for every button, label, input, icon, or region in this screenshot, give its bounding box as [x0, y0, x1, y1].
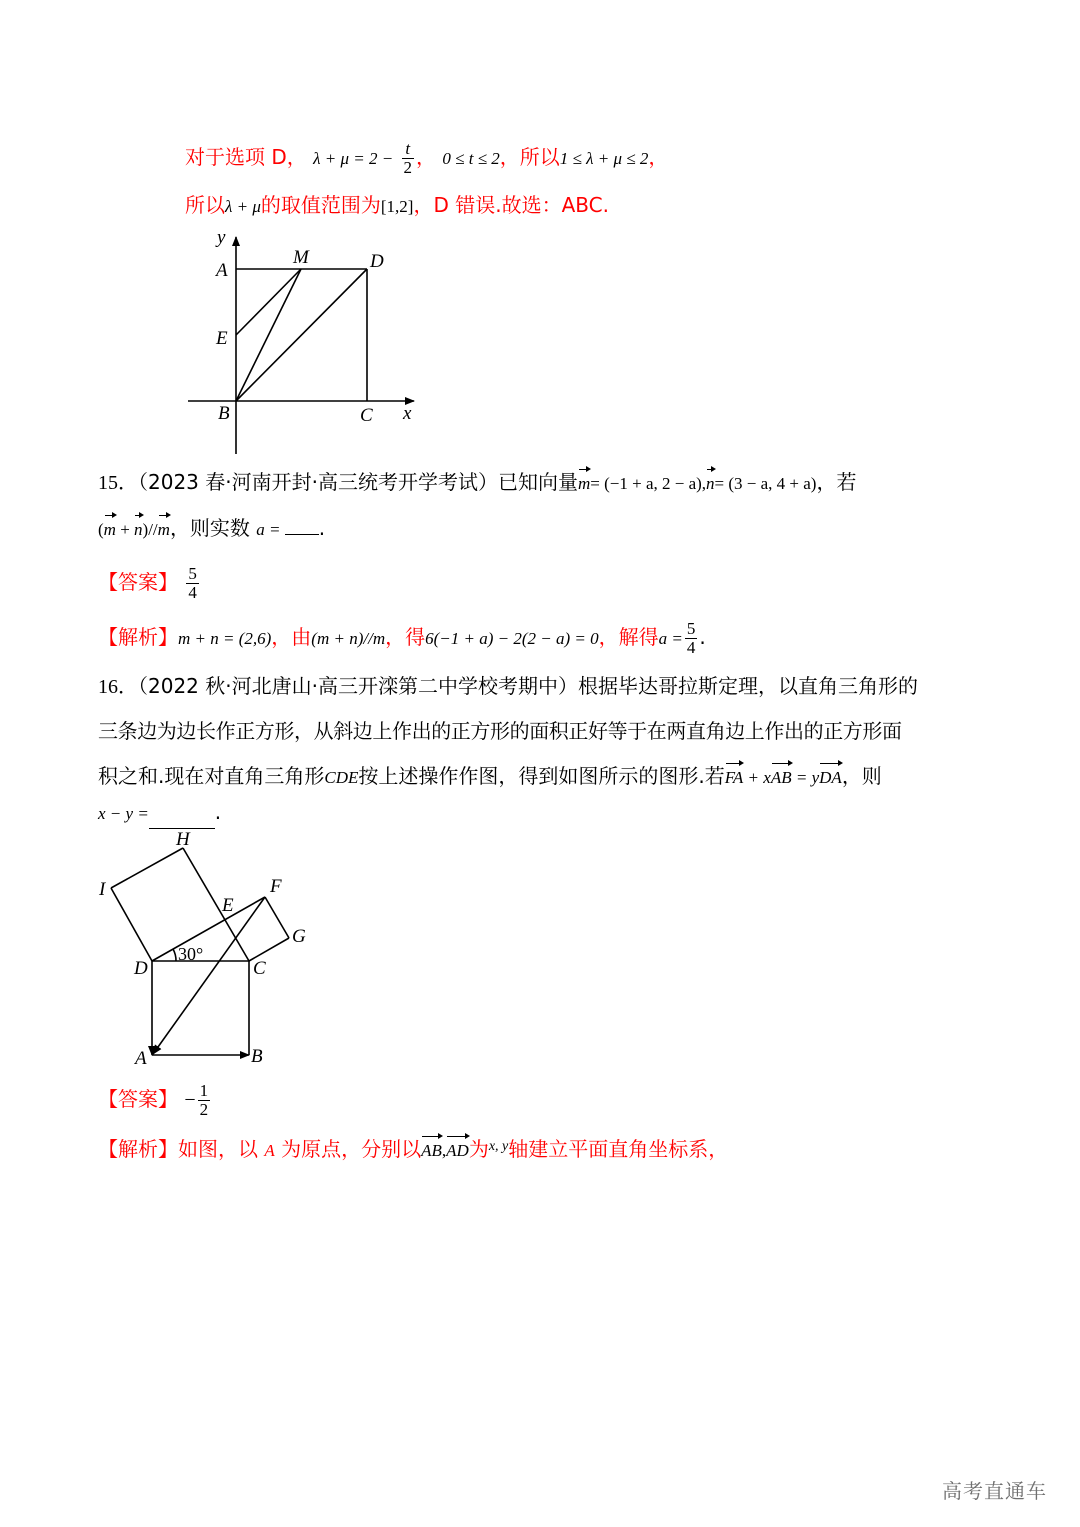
question-text: 三条边为边长作正方形，从斜边上作出的正方形的面积正好等于在两直角边上作出的正方形面 [98, 719, 902, 743]
fraction-denominator: 2 [199, 1100, 209, 1119]
question-text: 已知向量 [497, 470, 578, 494]
answer-label: 【答案】 [98, 1087, 178, 1111]
math-expression: a = [658, 629, 683, 648]
segment-bd [236, 269, 367, 401]
answer-label: 【答案】 [98, 570, 178, 594]
answer-fraction [186, 565, 199, 602]
comma: , [441, 1141, 447, 1160]
vector-fa: FA [725, 764, 744, 792]
analysis-text: 为原点，分别以 [281, 1137, 422, 1161]
figure-square-abcd [0, 0, 1080, 470]
equals: = [264, 520, 285, 539]
fraction-denominator: 4 [686, 638, 696, 657]
q16-analysis [98, 1133, 728, 1165]
answer-blank [285, 534, 319, 535]
label-G: G [292, 926, 306, 947]
vector-ad: AD [446, 1137, 469, 1165]
label-A: A [135, 1048, 147, 1069]
question-number: 16． [98, 676, 138, 698]
solution-text: ， [648, 145, 669, 169]
label-D: D [134, 958, 148, 979]
label-C: C [253, 958, 266, 979]
vector-ab: AB [771, 764, 792, 792]
math-expression: λ + μ [225, 197, 261, 216]
solution-text: 所以 [185, 193, 225, 217]
watermark: 高考直通车 [942, 1479, 1047, 1503]
segment-bm [236, 269, 301, 401]
question-source: （2022 秋·河北唐山·高三开滦第二中学校考期中） [138, 674, 578, 698]
fraction-numerator: t [402, 140, 415, 159]
period: . [214, 800, 222, 824]
label-A: A [216, 260, 228, 281]
label-H: H [176, 829, 190, 850]
fraction-numerator: 5 [686, 619, 696, 638]
label-B: B [251, 1046, 263, 1067]
vector-n: n [706, 470, 715, 498]
math-expression: m + n = (2,6) [178, 629, 272, 648]
question-source: （2023 春·河南开封·高三统考开学考试） [138, 470, 498, 494]
label-M: M [293, 247, 309, 268]
vector-n: n [134, 516, 143, 544]
parallel-symbol: )// [142, 520, 158, 539]
label-angle-30: 30° [178, 944, 204, 964]
label-D: D [370, 251, 384, 272]
label-x: x [403, 403, 412, 424]
solution-text: ， [416, 145, 437, 169]
fraction [685, 620, 698, 657]
label-E: E [216, 328, 228, 349]
axes-xy: x, y [488, 1139, 509, 1154]
solution-text: 的取值范围为 [260, 193, 381, 217]
origin-point: A [264, 1141, 275, 1160]
analysis-text: ，得 [385, 625, 426, 649]
label-F: F [270, 876, 282, 897]
math-expression: 1 ≤ λ + μ ≤ 2 [559, 149, 649, 168]
vector-da: DA [819, 764, 842, 792]
math-expression: λ + μ = 2 − [313, 149, 394, 168]
fraction-denominator: 2 [403, 158, 413, 177]
math-expression: 6(−1 + a) − 2(2 − a) = 0 [425, 629, 599, 648]
vector-m: m [104, 516, 116, 544]
plus-x: + x [743, 768, 771, 787]
question-text: 按上述操作作图，得到如图所示的图形.若 [358, 764, 725, 788]
analysis-text: ，解得 [598, 625, 659, 649]
fraction-denominator: 4 [188, 583, 197, 602]
math-expression: = (3 − a, 4 + a) [714, 474, 817, 493]
solution-text: ，D 错误.故选：ABC. [413, 193, 609, 217]
angle-arc [173, 949, 176, 961]
q15-stem-line-2 [98, 514, 325, 544]
segment-df [152, 897, 265, 961]
analysis-text: 为 [468, 1137, 489, 1161]
analysis-text: 如图，以 [178, 1137, 258, 1161]
math-expression: [1,2] [380, 197, 414, 216]
plus: + [115, 520, 135, 539]
q16-answer [98, 1082, 212, 1119]
fraction-numerator: 5 [188, 564, 197, 583]
q15-analysis [98, 620, 706, 657]
vector-ab: AB [421, 1137, 442, 1165]
answer-fraction [198, 1082, 211, 1119]
q16-stem-line-3 [98, 762, 882, 792]
question-text: 积之和.现在对直角三角形 [98, 764, 325, 788]
vector-m: m [158, 516, 170, 544]
question-text: ，则 [841, 764, 882, 788]
figure-pythagorean-squares [0, 820, 1080, 1070]
segment-ih [111, 848, 183, 888]
label-E: E [222, 895, 234, 916]
variable-a: a [256, 520, 265, 539]
analysis-text: ，由 [271, 625, 312, 649]
paren: ( [98, 520, 104, 539]
question-text: ，则实数 [169, 516, 250, 540]
label-C: C [360, 405, 373, 426]
segment-em [236, 269, 301, 335]
segment-di [111, 888, 152, 961]
label-I: I [99, 879, 106, 900]
math-expression: x − y = [98, 804, 149, 823]
label-y: y [217, 227, 226, 248]
q16-stem-line-2 [98, 717, 902, 745]
question-text: ，若 [816, 470, 857, 494]
math-expression: 0 ≤ t ≤ 2 [442, 149, 500, 168]
solution-text: ，所以 [499, 145, 560, 169]
analysis-label: 【解析】 [98, 1137, 178, 1161]
analysis-text: 轴建立平面直角坐标系， [508, 1137, 729, 1161]
segment-fg [265, 897, 289, 938]
analysis-label: 【解析】 [98, 625, 178, 649]
solution-text: 对于选项 D， [185, 145, 307, 169]
triangle-cde: CDE [324, 768, 359, 787]
period: . [699, 625, 706, 649]
math-expression: = (−1 + a, 2 − a), [590, 474, 707, 493]
math-expression: (m + n)//m [311, 629, 386, 648]
question-number: 15． [98, 472, 138, 494]
vector-m: m [578, 470, 590, 498]
q15-answer [98, 565, 201, 602]
equals-y: = y [791, 768, 820, 787]
label-B: B [218, 403, 230, 424]
period: . [318, 516, 326, 540]
q15-stem-line-1 [98, 468, 856, 498]
answer-sign: − [184, 1089, 196, 1111]
fraction-numerator: 1 [199, 1081, 209, 1100]
q16-stem-line-1 [98, 672, 918, 701]
question-text: 根据毕达哥拉斯定理，以直角三角形的 [577, 674, 918, 698]
